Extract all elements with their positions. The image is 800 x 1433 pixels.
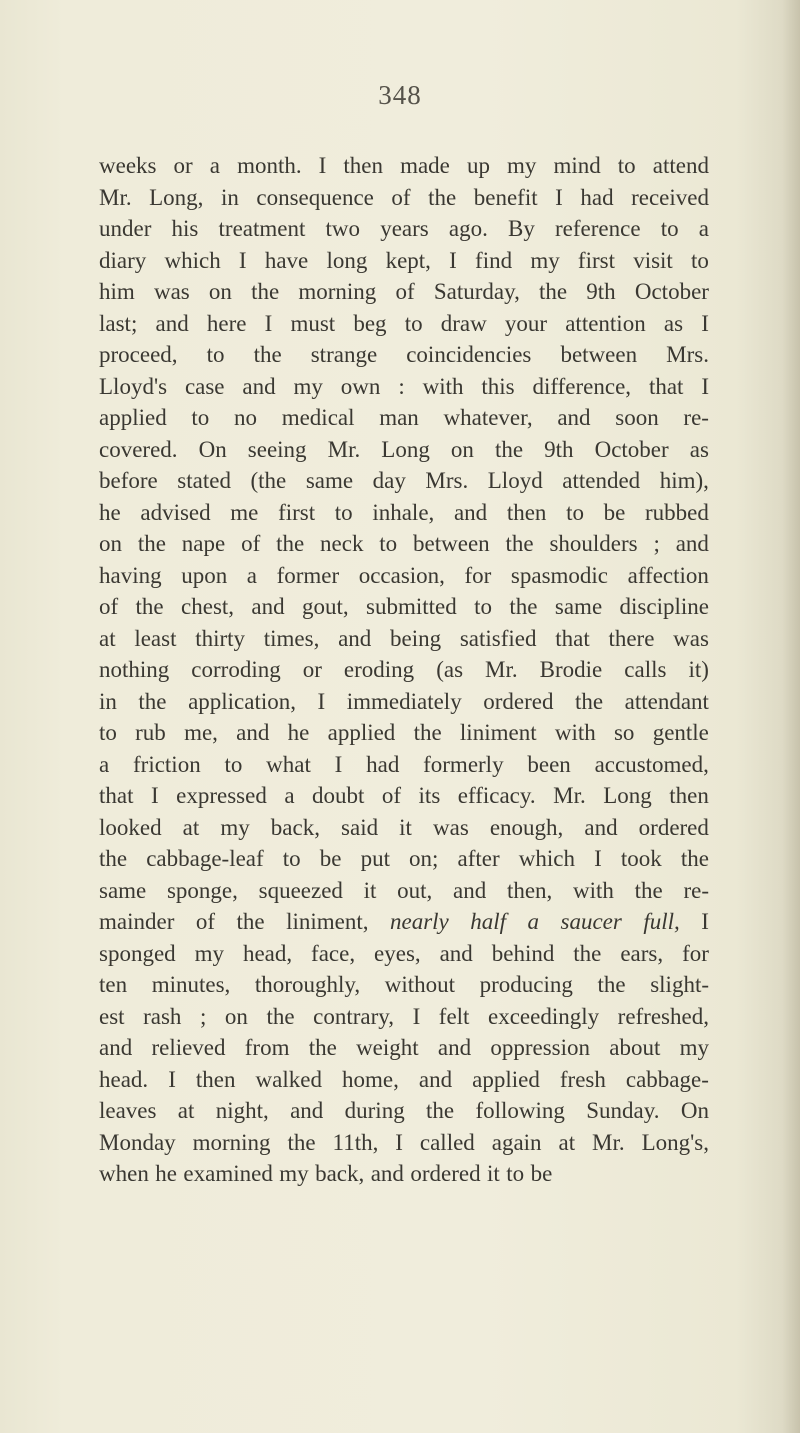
text-line: proceed, to the strange coincidencies between Mrs.: [99, 342, 709, 367]
text-line: Mr. Long, in consequence of the benefit I had received: [99, 184, 709, 210]
text-line: head. I then walked home, and applied fresh cabbage-: [99, 1066, 709, 1092]
text-line: Lloyd's case and my own : with this difference, that I: [99, 373, 709, 399]
text-line: and relieved from the weight and oppression about my: [99, 1035, 709, 1060]
page-edge-shadow: [782, 0, 800, 1433]
text-line: he advised me first to inhale, and then to be rubbed: [99, 499, 709, 525]
body-text: [99, 150, 709, 1190]
text-line: leaves at night, and during the following Sunday. On: [99, 1098, 709, 1123]
text-line: under his treatment two years ago. By reference to a: [99, 216, 709, 241]
text-line: at least thirty times, and being satisfied that there was: [99, 625, 709, 651]
text-line: est rash ; on the contrary, I felt exceedingly refreshed,: [99, 1003, 709, 1029]
text-line: when he examined my back, and ordered it to be: [99, 1161, 553, 1186]
page-number: 348: [378, 80, 422, 110]
text-line: ten minutes, thoroughly, without producing the slight-: [99, 972, 709, 997]
text-line: last; and here I must beg to draw your attention as I: [99, 310, 709, 336]
text-line: Monday morning the 11th, I called again at Mr. Long's,: [99, 1129, 709, 1155]
text-line: weeks or a month. I then made up my mind to attend: [99, 153, 709, 178]
text-line: before stated (the same day Mrs. Lloyd attended him),: [99, 468, 709, 493]
text-line: diary which I have long kept, I find my first visit to: [99, 247, 709, 273]
text-line: a friction to what I had formerly been accustomed,: [99, 751, 709, 777]
text-line: of the chest, and gout, submitted to the same discipline: [99, 594, 709, 619]
text-line: covered. On seeing Mr. Long on the 9th October as: [99, 436, 709, 462]
text-line: in the application, I immediately ordered the attendant: [99, 688, 709, 714]
text-line: looked at my back, said it was enough, and ordered: [99, 814, 709, 840]
text-line: that I expressed a doubt of its efficacy. Mr. Long then: [99, 783, 709, 808]
text-line: same sponge, squeezed it out, and then, with the re-: [99, 877, 709, 903]
text-line: on the nape of the neck to between the shoulders ; and: [99, 531, 709, 556]
text-line: mainder of the liniment, nearly half a saucer full, I: [99, 909, 709, 934]
text-line: to rub me, and he applied the liniment with so gentle: [99, 720, 709, 745]
text-line: nothing corroding or eroding (as Mr. Brodie calls it): [99, 657, 709, 682]
text-line: him was on the morning of Saturday, the 9th October: [99, 279, 709, 304]
text-line: having upon a former occasion, for spasmodic affection: [99, 562, 709, 588]
text-line: sponged my head, face, eyes, and behind the ears, for: [99, 940, 709, 966]
text-line: the cabbage-leaf to be put on; after which I took the: [99, 846, 709, 871]
text-line: applied to no medical man whatever, and soon re-: [99, 405, 709, 430]
